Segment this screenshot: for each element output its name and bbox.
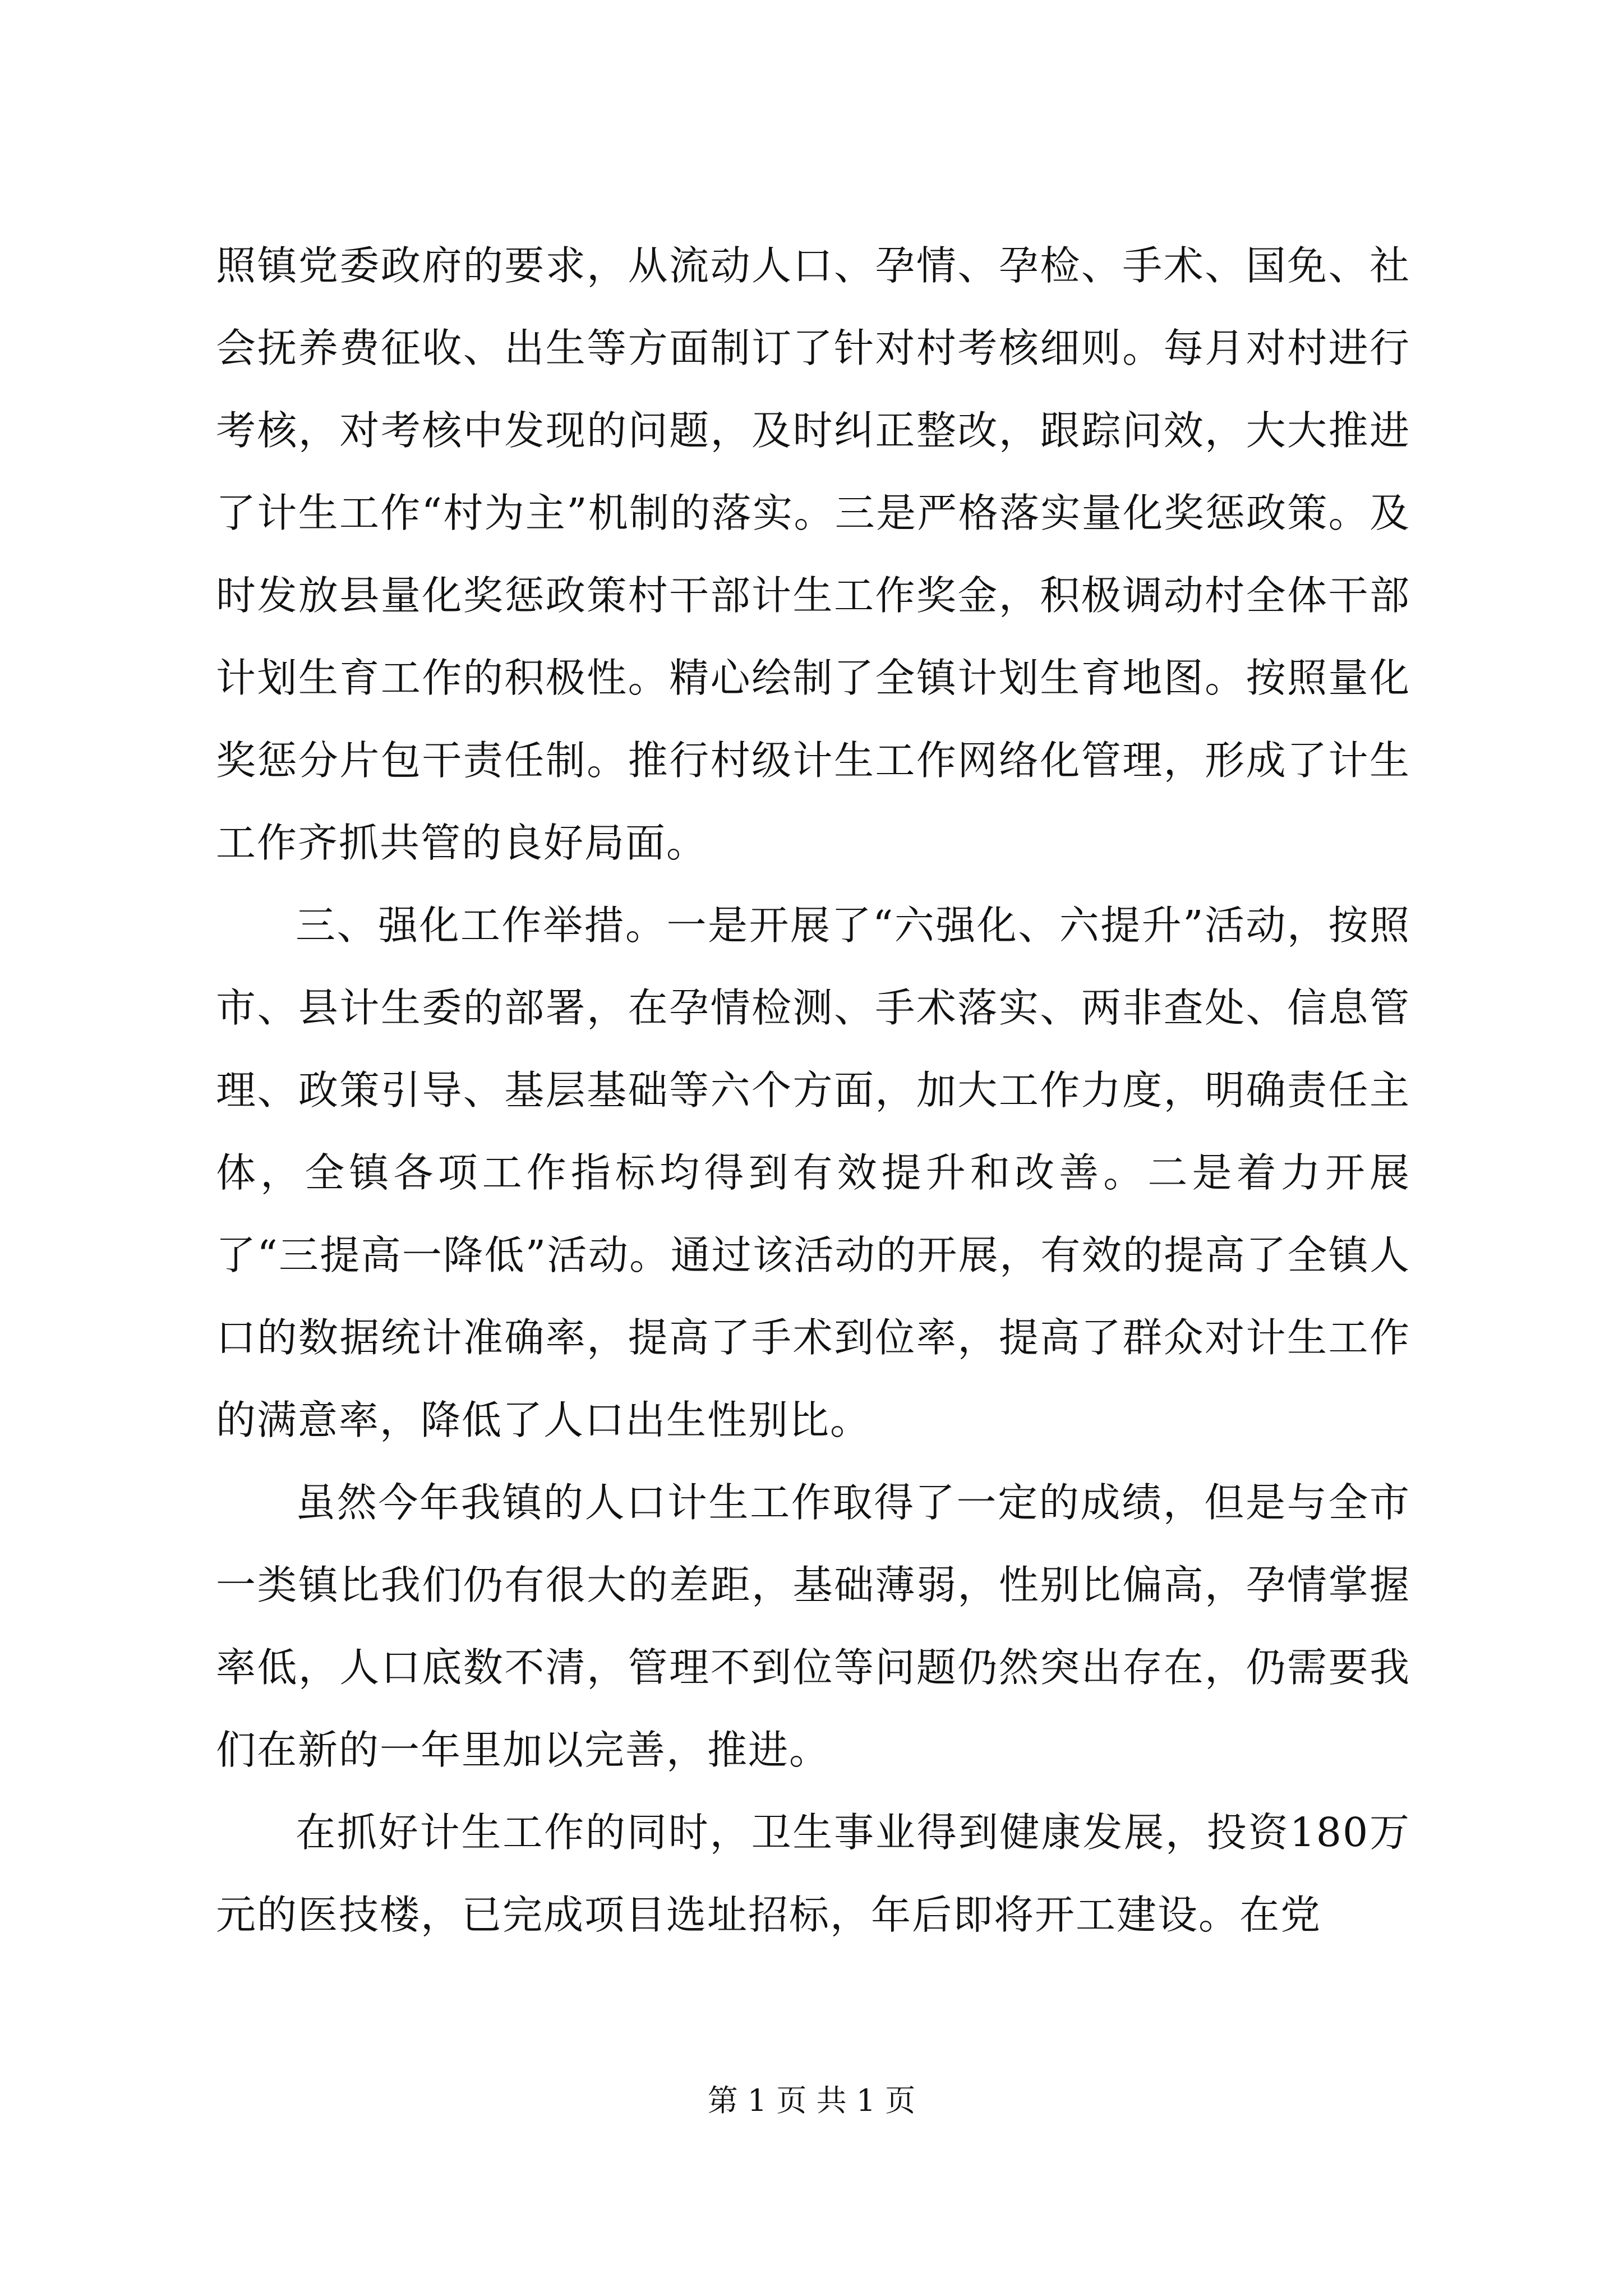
paragraph-3: 虽然今年我镇的人口计生工作取得了一定的成绩，但是与全市一类镇比我们仍有很大的差距，基础薄弱，性别比偏高，孕情掌握率低，人口底数不清，管理不到位等问题仍然突出存在，仍需要我们在新的一年里加以完善，推进。 — [216, 1479, 1410, 1773]
paragraph-1: 照镇党委政府的要求，从流动人口、孕情、孕检、手术、国免、社会抚养费征收、出生等方面制订了针对村考核细则。每月对村进行考核，对考核中发现的问题，及时纠正整改，跟踪问效，大大推进了计生工作“村为主”机制的落实。三是严格落实量化奖惩政策。及时发放县量化奖惩政策村干部计生工作奖金，积极调动村全体干部计划生育工作的积极性。精心绘制了全镇计划生育地图。按照量化奖惩分片包干责任制。推行村级计生工作网络化管理，形成了计生工作齐抓共管的良好局面。 — [216, 242, 1410, 866]
page-number-footer: 第 1 页 共 1 页 — [707, 2083, 916, 2118]
document-body — [216, 224, 1410, 1956]
paragraph-4: 在抓好计生工作的同时，卫生事业得到健康发展，投资180万元的医技楼，已完成项目选址招标，年后即将开工建设。在党 — [216, 1809, 1410, 1938]
paragraph-2: 三、强化工作举措。一是开展了“六强化、六提升”活动，按照市、县计生委的部署，在孕情检测、手术落实、两非查处、信息管理、政策引导、基层基础等六个方面，加大工作力度，明确责任主体，全镇各项工作指标均得到有效提升和改善。二是着力开展了“三提高一降低”活动。通过该活动的开展，有效的提高了全镇人口的数据统计准确率，提高了手术到位率，提高了群众对计生工作的满意率，降低了人口出生性别比。 — [216, 902, 1410, 1443]
